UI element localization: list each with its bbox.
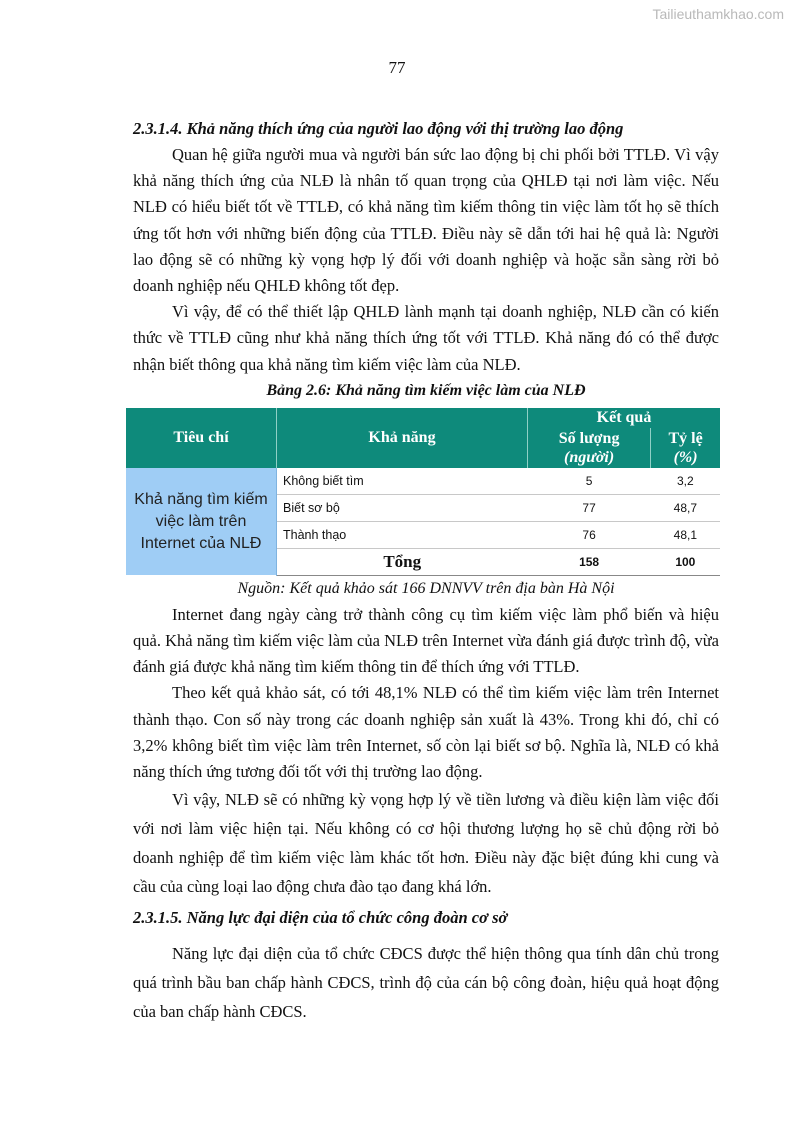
header-count xyxy=(528,428,651,468)
section-heading: 2.3.1.5. Năng lực đại diện của tổ chức công đoàn cơ sở xyxy=(133,908,508,928)
header-result: Kết quả xyxy=(528,408,721,428)
paragraph: Theo kết quả khảo sát, có tới 48,1% NLĐ có thể tìm kiếm việc làm trên Internet thành thạo. Con số này trong các doanh nghiệp sản xuất là 43%. Trong khi đó, chỉ có 3,2% không biết tìm việc làm trên Internet, số còn lại biết sơ bộ. Nghĩa là, NLĐ có khả năng thích ứng tương đối tốt với thị trường lao động. xyxy=(133,683,719,782)
header-ratio-label: Tỷ lệ xyxy=(668,429,703,447)
ratio-cell: 48,7 xyxy=(651,494,720,521)
header-count-label: Số lượng xyxy=(558,429,620,447)
count-cell: 77 xyxy=(528,494,651,521)
header-ratio-unit: (%) xyxy=(673,448,698,466)
count-cell: 5 xyxy=(528,468,651,495)
count-cell: 76 xyxy=(528,521,651,548)
paragraph: Quan hệ giữa người mua và người bán sức lao động bị chi phối bởi TTLĐ. Vì vậy khả năng thích ứng của NLĐ là nhân tố quan trọng của QHLĐ tại nơi làm việc. Nếu NLĐ có hiểu biết tốt về TTLĐ, có khả năng tìm kiếm thông tin việc làm tốt họ sẽ thích ứng tốt hơn với những biến động của TTLĐ. Điều này sẽ dẫn tới hai hệ quả là: Người lao động sẽ có những kỳ vọng hợp lý đối với doanh nghiệp và hoặc sẵn sàng rời bỏ doanh nghiệp nếu QHLĐ không tốt đẹp. xyxy=(133,145,719,296)
data-table xyxy=(126,408,720,576)
total-ratio: 100 xyxy=(651,548,720,575)
table-source: Nguồn: Kết quả khảo sát 166 DNNVV trên địa bàn Hà Nội xyxy=(237,579,615,597)
paragraph: Vì vậy, NLĐ sẽ có những kỳ vọng hợp lý về tiền lương và điều kiện làm việc đối với nơi làm việc hiện tại. Nếu không có cơ hội thương lượng họ sẽ chủ động rời bỏ doanh nghiệp để tìm kiếm việc làm khác tốt hơn. Điều này đặc biệt đúng khi cung và cầu của cùng loại lao động chưa đào tạo đang khá lớn. xyxy=(133,790,719,897)
header-count-unit: (người) xyxy=(564,448,615,466)
table-row xyxy=(126,468,720,495)
document-body xyxy=(133,116,719,1026)
page-number: 77 xyxy=(388,58,406,77)
criteria-cell: Khả năng tìm kiếm việc làm trên Internet của NLĐ xyxy=(126,468,277,576)
ratio-cell: 3,2 xyxy=(651,468,720,495)
header-ratio xyxy=(651,428,720,468)
ability-cell: Thành thạo xyxy=(277,521,528,548)
paragraph: Vì vậy, để có thể thiết lập QHLĐ lành mạnh tại doanh nghiệp, NLĐ cần có kiến thức về TTLĐ cũng như khả năng thích ứng tốt với TTLĐ. Khả năng đó có thể được nhận biết thông qua khả năng tìm kiếm việc làm của NLĐ. xyxy=(133,302,719,374)
watermark: Tailieuthamkhao.com xyxy=(652,6,784,22)
ability-cell: Biết sơ bộ xyxy=(277,494,528,521)
section-heading: 2.3.1.4. Khả năng thích ứng của người lao động với thị trường lao động xyxy=(133,119,624,138)
header-criteria: Tiêu chí xyxy=(126,408,277,468)
table-header-row xyxy=(126,408,720,428)
paragraph: Năng lực đại diện của tổ chức CĐCS được thể hiện thông qua tính dân chủ trong quá trình bầu ban chấp hành CĐCS, trình độ của cán bộ công đoàn, hiệu quả hoạt động của ban chấp hành CĐCS. xyxy=(133,944,719,1022)
paragraph: Internet đang ngày càng trở thành công cụ tìm kiếm việc làm phổ biến và hiệu quả. Khả năng tìm kiếm việc làm của NLĐ trên Internet vừa đánh giá được trình độ, vừa đánh giá được khả năng tìm kiếm thông tin để thích ứng với TTLĐ. xyxy=(133,604,719,677)
ability-cell: Không biết tìm xyxy=(277,468,528,495)
total-count: 158 xyxy=(528,548,651,575)
table-caption: Bảng 2.6: Khả năng tìm kiếm việc làm của NLĐ xyxy=(266,381,586,399)
total-label: Tổng xyxy=(277,548,528,575)
header-ability: Khả năng xyxy=(277,408,528,468)
ratio-cell: 48,1 xyxy=(651,521,720,548)
